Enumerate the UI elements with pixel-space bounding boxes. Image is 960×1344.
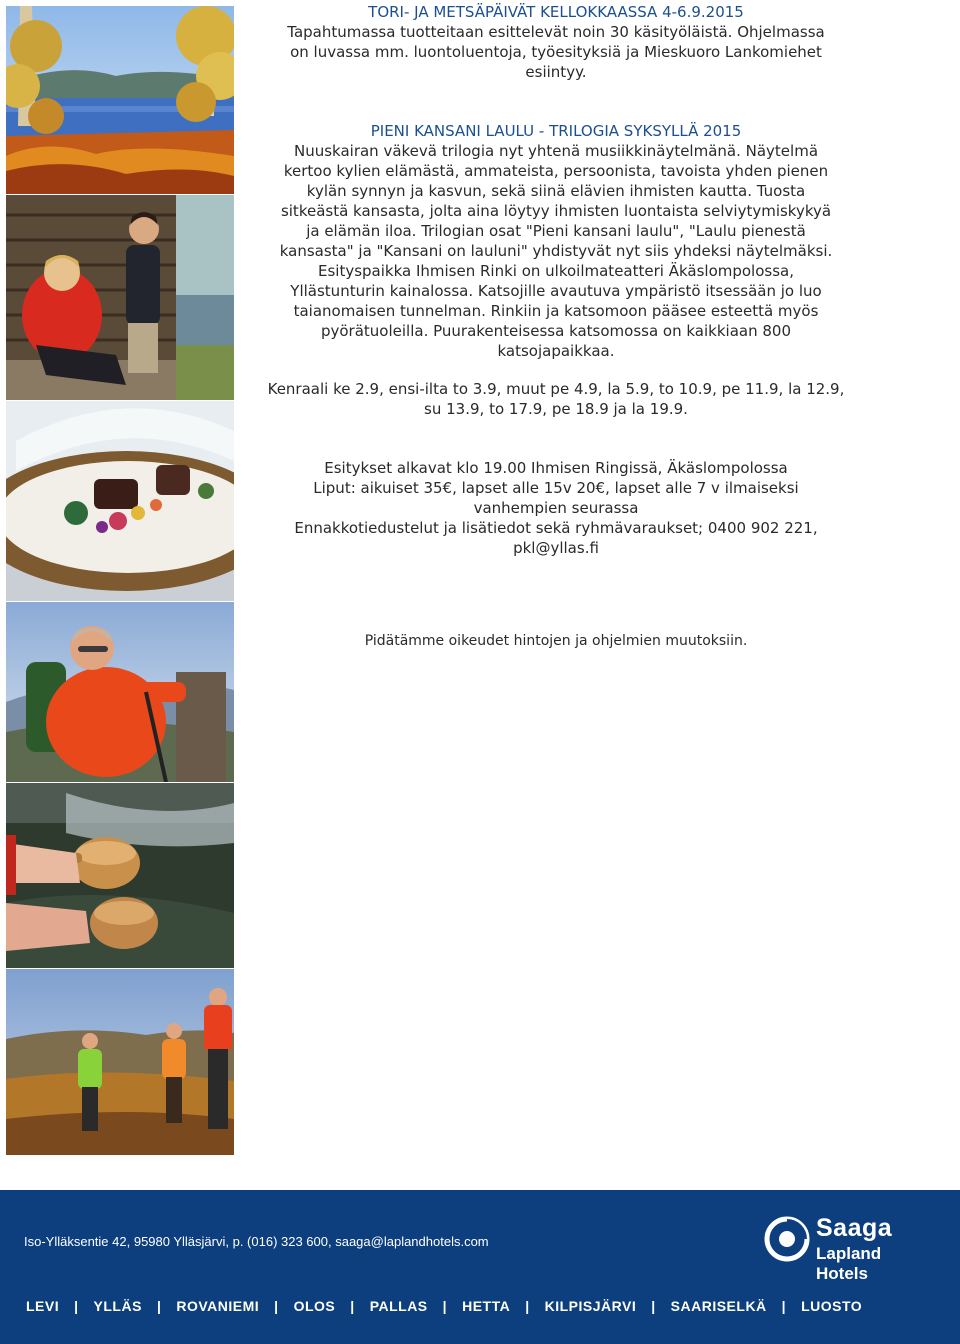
event-pieni-text-line: katsojapaikkaa. — [497, 342, 615, 360]
dates-line: su 13.9, to 17.9, pe 18.9 ja la 19.9. — [424, 400, 688, 418]
people-by-cabin-photo — [6, 195, 234, 400]
nav-item-kilpisjarvi[interactable]: KILPISJÄRVI — [544, 1298, 637, 1314]
nav-separator: | — [350, 1298, 355, 1314]
event-tori-section — [250, 2, 862, 82]
event-pieni-text-line: kansasta" ja "Kansani on lauluni" yhdistyvät nyt siis yhdeksi näytelmäksi. — [279, 242, 833, 260]
event-pieni-section — [250, 121, 862, 361]
event-tori-title: TORI- JA METSÄPÄIVÄT KELLOKKAASSA 4-6.9.2015 — [368, 3, 744, 21]
event-pieni-text-line: kylän synnyn ja kasvun, sekä siinä elävien ihmisten kautta. Tuosta — [306, 182, 806, 200]
nav-separator: | — [274, 1298, 279, 1314]
contact-email[interactable]: pkl@yllas.fi — [513, 539, 599, 557]
event-pieni-text-line: ja elämän iloa. Trilogian osat "Pieni kansani laulu", "Laulu pienestä — [306, 222, 806, 240]
nav-item-levi[interactable]: LEVI — [26, 1298, 60, 1314]
saaga-swirl-icon — [764, 1216, 810, 1262]
nav-item-yllas[interactable]: YLLÄS — [93, 1298, 142, 1314]
info-line: Esitykset alkavat klo 19.00 Ihmisen Ringissä, Äkäslompolossa — [324, 459, 788, 477]
logo-lapland-hotels-text: Lapland Hotels — [816, 1244, 882, 1283]
logo-saaga-text: Saaga — [816, 1214, 893, 1242]
nav-separator: | — [442, 1298, 448, 1314]
nav-item-pallas[interactable]: PALLAS — [369, 1298, 428, 1314]
hikers-group-photo — [6, 969, 234, 1155]
info-line: vanhempien seurassa — [473, 499, 639, 517]
info-line: Ennakkotiedustelut ja lisätiedot sekä ryhmävaraukset; 0400 902 221, — [294, 519, 818, 537]
nav-separator: | — [651, 1298, 656, 1314]
event-pieni-text-line: sitkeästä kansasta, jolta aina löytyy ihmisten luontaista selviytymiskykyä — [280, 202, 832, 220]
nav-item-rovaniemi[interactable]: ROVANIEMI — [176, 1298, 260, 1314]
hiker-portrait-photo — [6, 602, 234, 782]
event-pieni-text-line: taianomaisen tunnelman. Rinkiin ja katsomoon pääsee esteettä myös — [293, 302, 819, 320]
event-tori-text-line: Tapahtumassa tuotteitaan esittelevät noin 30 käsityöläistä. Ohjelmassa — [287, 23, 825, 41]
event-tori-text-line: esiintyy. — [525, 63, 587, 81]
ticket-info — [250, 458, 862, 558]
nav-separator: | — [525, 1298, 530, 1314]
dates-line: Kenraali ke 2.9, ensi-ilta to 3.9, muut pe 4.9, la 5.9, to 10.9, pe 11.9, la 12.9, — [267, 380, 845, 398]
nav-separator: | — [156, 1298, 162, 1314]
event-pieni-text-line: Yllästunturin kainalossa. Katsojille avautuva ympäristö itsessään jo luo — [290, 282, 822, 300]
event-pieni-title: PIENI KANSANI LAULU - TRILOGIA SYKSYLLÄ 2015 — [370, 122, 742, 140]
info-line: Liput: aikuiset 35€, lapset alle 15v 20€, lapset alle 7 v ilmaiseksi — [313, 479, 799, 497]
event-pieni-text-line: Esityspaikka Ihmisen Rinki on ulkoilmateatteri Äkäslompolossa, — [317, 262, 794, 280]
wooden-cups-photo — [6, 783, 234, 968]
footer-bar — [0, 1190, 960, 1344]
footer-address: Iso-Ylläksentie 42, 95980 Ylläsjärvi, p. (016) 323 600, saaga@laplandhotels.com — [24, 1234, 489, 1249]
event-pieni-text-line: kertoo kylien elämästä, ammateista, persoonista, tavoista yhden pienen — [283, 162, 829, 180]
nav-separator: | — [781, 1298, 787, 1314]
gourmet-dish-photo — [6, 401, 234, 601]
nav-item-saariselka[interactable]: SAARISELKÄ — [670, 1298, 767, 1314]
hotel-locations-nav — [26, 1298, 862, 1314]
nav-separator: | — [74, 1298, 79, 1314]
nav-item-hetta[interactable]: HETTA — [462, 1298, 511, 1314]
nav-item-olos[interactable]: OLOS — [293, 1298, 336, 1314]
performance-dates — [250, 379, 862, 419]
lake-landscape-photo — [6, 6, 234, 194]
event-tori-text-line: on luvassa mm. luontoluentoja, työesityksiä ja Mieskuoro Lankomiehet — [290, 43, 822, 61]
price-change-notice — [250, 631, 862, 651]
nav-item-luosto[interactable]: LUOSTO — [801, 1298, 863, 1314]
event-pieni-text-line: pyörätuoleilla. Puurakenteisessa katsomossa on kaikkiaan 800 — [320, 322, 791, 340]
notice-text: Pidätämme oikeudet hintojen ja ohjelmien muutoksiin. — [364, 633, 748, 649]
saaga-logo — [764, 1212, 934, 1283]
event-pieni-text-line: Nuuskairan väkevä trilogia nyt yhtenä musiikkinäytelmänä. Näytelmä — [293, 142, 819, 160]
